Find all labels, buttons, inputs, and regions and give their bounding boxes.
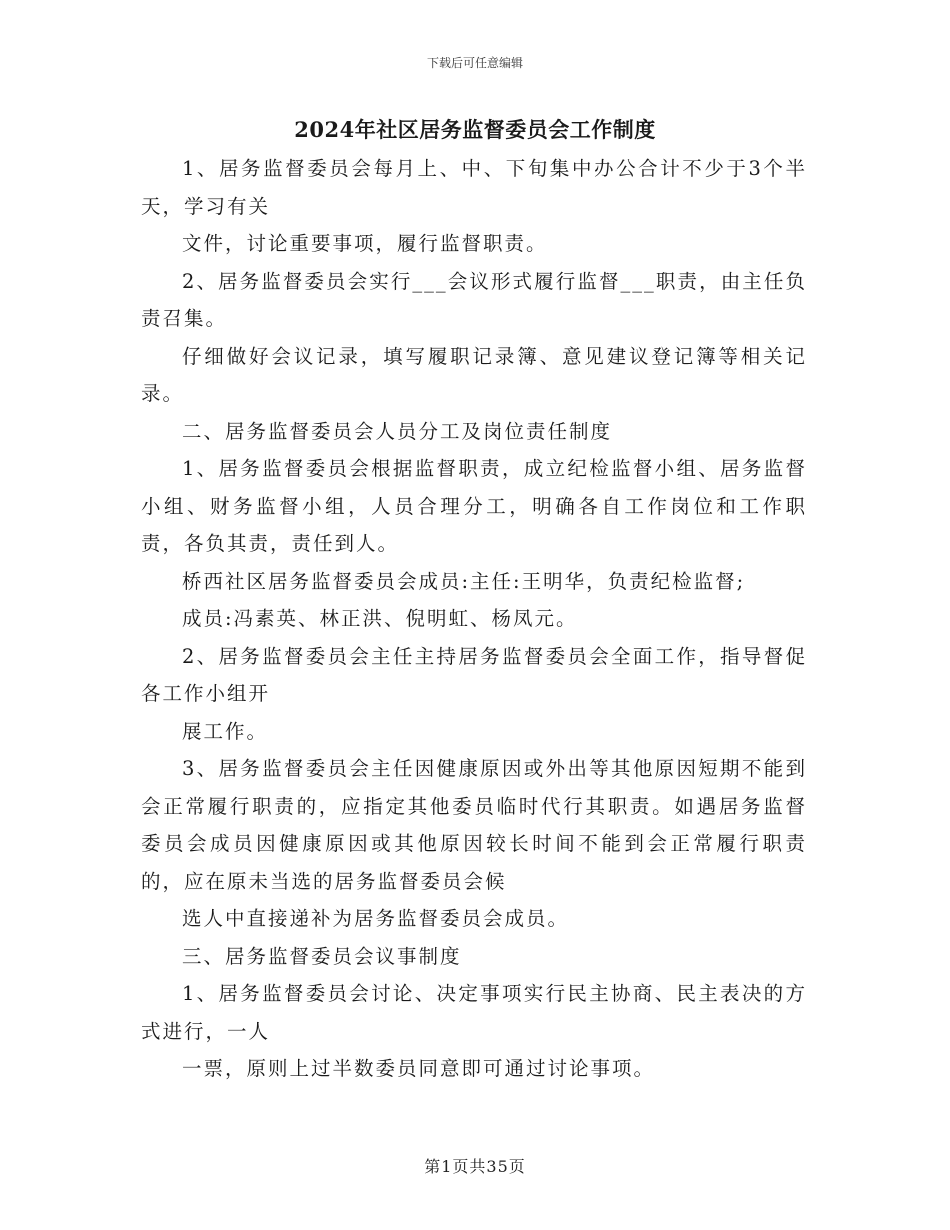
header-note: 下载后可任意编辑 [426,56,523,70]
paragraph: 一票，原则上过半数委员同意即可通过讨论事项。 [181,1057,655,1080]
paragraph: 仔细做好会议记录，填写履职记录簿、意见建议登记簿等相关记录。 [141,344,807,405]
paragraph: 展工作。 [181,719,268,743]
document-body [141,150,807,1088]
paragraph: 1、居务监督委员会每月上、中、下旬集中办公合计不少于3个半天，学习有关 [141,157,807,218]
paragraph: 1、居务监督委员会根据监督职责，成立纪检监督小组、居务监督小组、财务监督小组，人员合理分工，明确各自工作岗位和工作职责，各负其责，责任到人。 [141,457,807,555]
document-title: 2024年社区居务监督委员会工作制度 [294,117,656,142]
page-indicator: 第1页共35页 [424,1157,526,1176]
paragraph: 2、居务监督委员会实行___会议形式履行监督___职责，由主任负责召集。 [141,269,807,330]
paragraph: 2、居务监督委员会主任主持居务监督委员会全面工作，指导督促各工作小组开 [141,644,807,705]
section-heading: 二、居务监督委员会人员分工及岗位责任制度 [181,419,612,443]
paragraph: 文件，讨论重要事项，履行监督职责。 [181,232,548,255]
paragraph: 成员:冯素英、林正洪、倪明虹、杨凤元。 [181,607,578,630]
paragraph: 选人中直接递补为居务监督委员会成员。 [181,907,569,930]
paragraph: 桥西社区居务监督委员会成员:主任:王明华，负责纪检监督; [181,569,746,593]
paragraph: 1、居务监督委员会讨论、决定事项实行民主协商、民主表决的方式进行，一人 [141,982,807,1043]
paragraph: 3、居务监督委员会主任因健康原因或外出等其他原因短期不能到会正常履行职责的，应指定其他委员临时代行其职责。如遇居务监督委员会成员因健康原因或其他原因较长时间不能到会正常履行职责的，应在原未当选的居务监督委员会候 [141,757,807,893]
section-heading: 三、居务监督委员会议事制度 [181,944,462,968]
